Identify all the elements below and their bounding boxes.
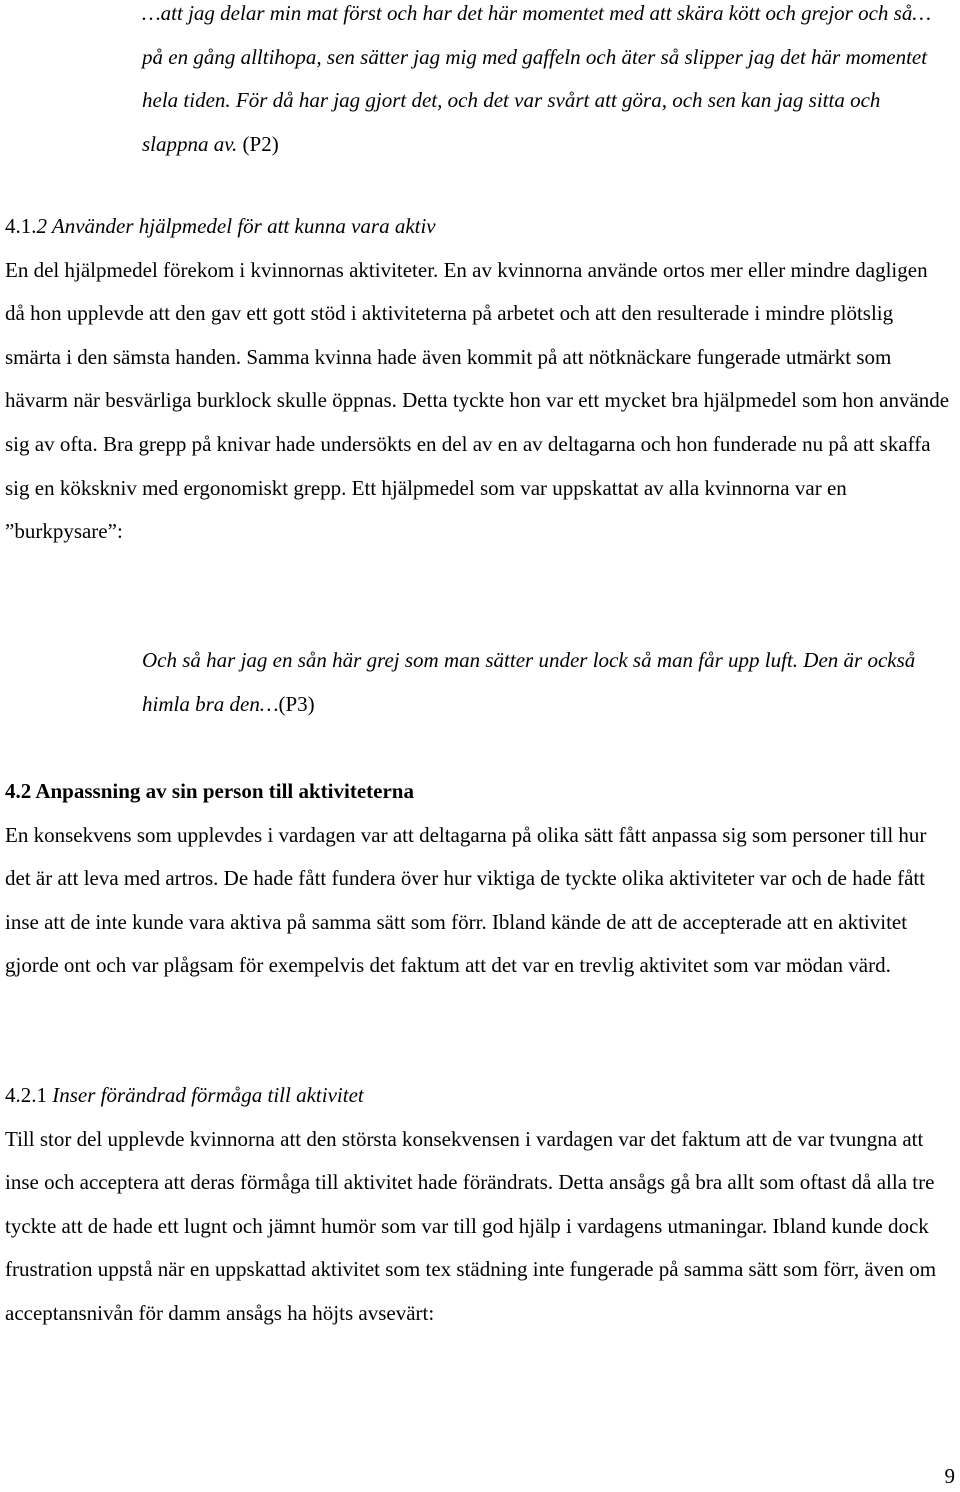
section-4-2-number: 4.: [5, 779, 21, 803]
section-4-2-heading: [5, 770, 952, 814]
section-4-2-1-number: 4.2.1: [5, 1083, 47, 1107]
section-4-1-2-body-2: En av kvinnorna använde ortos mer eller mindre dagligen då hon upplevde att den gav ett gott stöd i aktiviteterna på arbetet och att den resulterade i mindre plötslig smärta i den sämsta handen. Samma kvinna hade även kommit på att nötknäckare fungerade utmärkt som hävarm när besvärliga burklock skulle öppnas. Detta tyckte hon var ett mycket bra hjälpmedel som hon använde sig av ofta. Bra grepp på knivar hade undersökts en del av en av deltagarna och hon funderade nu på att skaffa sig en kökskniv med ergonomiskt grepp. Ett hjälpmedel som var uppskattat av alla kvinnorna var en ”burkpysare”:: [5, 257, 950, 544]
quote-p2-ref: (P2): [237, 131, 279, 156]
quote-p2: [142, 0, 950, 166]
section-4-2-1-title: Inser förändrad förmåga till aktivitet: [47, 1083, 364, 1107]
quote-p3: [142, 639, 950, 726]
section-4-1-2-number: 4.1.: [5, 214, 37, 238]
quote-p3-text: Och så har jag en sån här grej som man sätter under lock så man får upp luft. Den är också himla bra den…: [142, 648, 916, 716]
section-4-1-2-title: 2 Använder hjälpmedel för att kunna vara aktiv: [36, 214, 436, 238]
section-4-2-body: En konsekvens som upplevdes i vardagen var att deltagarna på olika sätt fått anpassa sig som personer till hur det är att leva med artros. De hade fått fundera över hur viktiga de tyckte olika aktiviteter var och de hade fått inse att de inte kunde vara aktiva på samma sätt som förr. Ibland kände de att de accepterade att en aktivitet gjorde ont och var plågsam för exempelvis det faktum att det var en trevlig aktivitet som var mödan värd.: [5, 822, 927, 978]
section-4-1-2-body-1: En del hjälpmedel förekom i kvinnornas aktiviteter.: [5, 257, 439, 282]
section-4-2-title: 2 Anpassning av sin person till aktiviteterna: [20, 779, 414, 803]
section-4-2-1: [5, 1074, 952, 1336]
section-4-1-2-body: [5, 249, 952, 554]
section-4-2: [5, 770, 952, 988]
quote-p3-ref: (P3): [278, 691, 315, 716]
quote-p2-text: …att jag delar min mat först och har det här momentet med att skära kött och grejor och så…på en gång alltihopa, sen sätter jag mig med gaffeln och äter så slipper jag det här momentet hela tiden. För då har jag gjort det, och det var svårt att göra, och sen kan jag sitta och slappna av.: [142, 1, 931, 156]
section-4-2-1-heading: [5, 1074, 952, 1118]
section-4-2-1-body: Till stor del upplevde kvinnorna att den största konsekvensen i vardagen var det faktum att de var tvungna att inse och acceptera att deras förmåga till aktivitet hade förändrats. Detta ansågs gå bra allt som oftast då alla tre tyckte att de hade ett lugnt och jämnt humör som var till god hjälp i vardagens utmaningar. Ibland kunde dock frustration uppstå när en uppskattad aktivitet som tex städning inte fungerade på samma sätt som förr, även om acceptansnivån för damm ansågs ha höjts avsevärt:: [5, 1126, 937, 1325]
section-4-1-2-heading: [5, 205, 952, 249]
section-4-1-2: [5, 205, 952, 554]
page-number: 9: [944, 1464, 955, 1488]
